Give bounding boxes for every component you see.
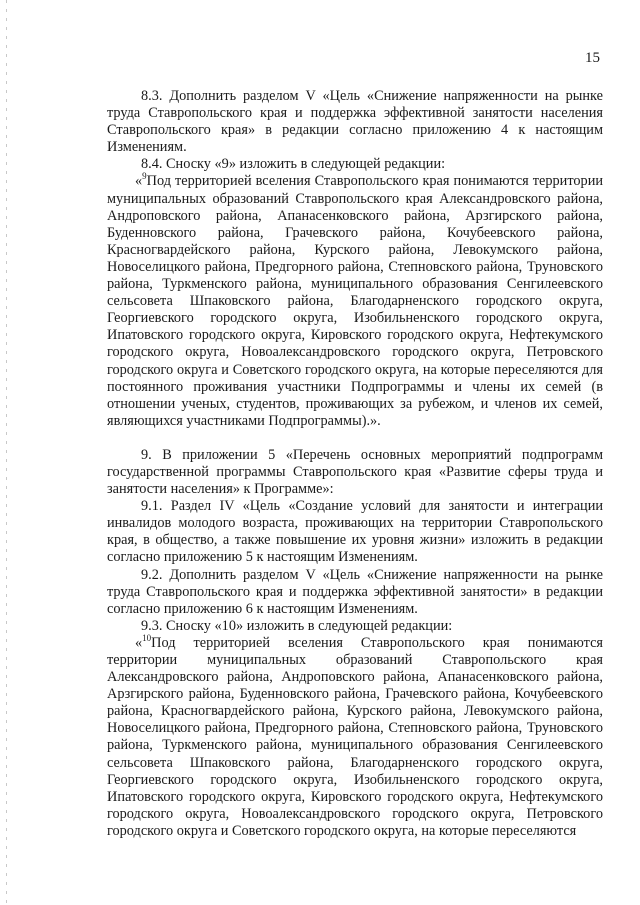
- paragraph-gap: [107, 430, 603, 447]
- paragraph-9-1: [107, 498, 603, 566]
- paragraph-9-2: [107, 567, 603, 618]
- page-number: 15: [585, 50, 600, 66]
- footnote-9-text: [107, 173, 603, 429]
- paragraph-9-3: [107, 618, 603, 635]
- open-quote: «: [135, 173, 143, 190]
- paragraph-8-4: [107, 156, 603, 173]
- footnote-mark: 10: [142, 633, 152, 644]
- paragraph-text: 9.1. Раздел IV «Цель «Создание условий для занятости и интеграции инвалидов молодого возраста, проживающих на территории Ставропольского края, в общество, а также повышение их уровня жизни» изложить в редакции согласно приложению 5 к настоящим Изменениям.: [107, 498, 603, 566]
- paragraph-text: Под территорией вселения Ставропольского края понимаются территории муниципальных образований Ставропольского края Александровского района, Андроповского района, Апанасенковского района, Арзгирского района, Буденновского района, Грачевского района, Кочубеевского района, Красногвардейского района, Курского района, Левокумского района, Новоселицкого района, Предгорного района, Степновского района, Труновского района, Туркменского района, муниципального образования Сенгилеевского сельсовета Шпаковского района, Благодарненского городского округа, Георгиевского городского округа, Изобильненского городского округа, Ипатовского городского округа, Кировского городского округа, Нефтекумского городского округа, Новоалександровского городского округа, Петровского городского округа и Советского городского округа, на которые переселяются для постоянного проживания участники Подпрограммы и члены их семей (в отношении ученых, студентов, проживающих за рубежом, и членов их семей, являющихся участниками Подпрограммы).».: [107, 173, 603, 429]
- paragraph-9: [107, 447, 603, 498]
- paragraph-text: Под территорией вселения Ставропольского края понимаются территории муниципальных образований Ставропольского края Александровского района, Андроповского района, Апанасенковского района, Арзгирского района, Буденновского района, Грачевского района, Кочубеевского района, Красногвардейского района, Курского района, Левокумского района, Новоселицкого района, Предгорного района, Степновского района, Труновского района, Туркменского района, муниципального образования Сенгилеевского сельсовета Шпаковского района, Благодарненского городского округа, Георгиевского городского округа, Изобильненского городского округа, Ипатовского городского округа, Кировского городского округа, Нефтекумского городского округа, Новоалександровского городского округа, Петровского городского округа и Советского городского округа, на которые переселяются: [107, 634, 603, 839]
- open-quote: «: [135, 634, 143, 651]
- paragraph-8-3: [107, 88, 603, 156]
- paragraph-text: 8.4. Сноску «9» изложить в следующей редакции:: [141, 156, 446, 173]
- paragraph-text: 9.3. Сноску «10» изложить в следующей редакции:: [141, 617, 453, 634]
- paragraph-text: 8.3. Дополнить разделом V «Цель «Снижение напряженности на рынке труда Ставропольского края и поддержка эффективной занятости населения Ставропольского края» в редакции согласно приложению 4 к настоящим Изменениям.: [107, 88, 603, 156]
- paragraph-text: 9. В приложении 5 «Перечень основных мероприятий подпрограмм государственной программы Ставропольского края «Развитие сферы труда и занятости населения» к Программе»:: [107, 446, 603, 498]
- document-body: [107, 88, 603, 840]
- footnote-mark: 9: [142, 171, 147, 182]
- scan-edge-mark: [6, 0, 7, 905]
- footnote-10-text: [107, 635, 603, 840]
- paragraph-text: 9.2. Дополнить разделом V «Цель «Снижение напряженности на рынке труда Ставропольского края и поддержка эффективной занятости» в редакции согласно приложению 6 к настоящим Изменениям.: [107, 566, 603, 617]
